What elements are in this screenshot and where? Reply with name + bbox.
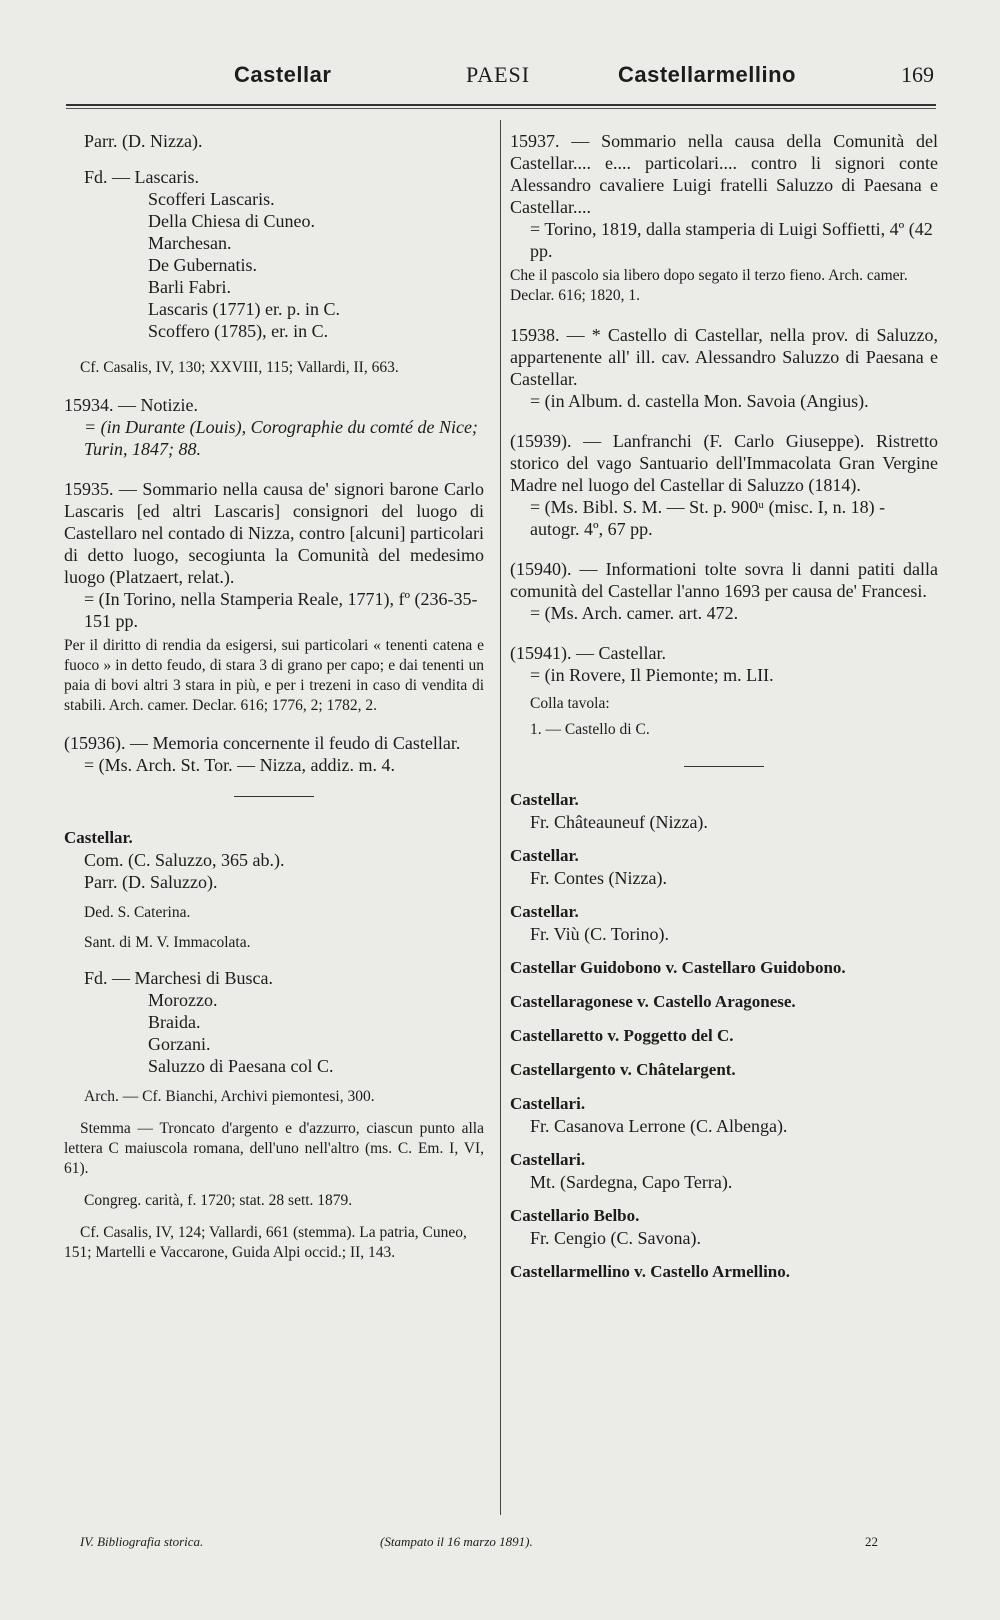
footer-right: 22 [865,1534,878,1549]
list-item [510,991,938,1013]
sant-line: Sant. di M. V. Immacolata. [84,934,251,951]
parr-line: Parr. (D. Saluzzo). [84,872,218,892]
entry-sub: Mt. (Sardegna, Capo Terra). [530,1172,733,1192]
entry-heading: Castellario Belbo. [510,1206,640,1225]
com-line: Com. (C. Saluzzo, 365 ab.). [84,850,285,870]
column-divider [500,120,501,1515]
list-item [510,1059,938,1081]
list-item [510,1205,938,1249]
feudatari-list [64,967,484,1077]
entry-heading: Castellaragonese v. Castello Aragonese. [510,992,796,1011]
entry-heading: Castellaretto v. Poggetto del C. [510,1026,734,1045]
entry-title: 15938. — * Castello di Castellar, nella prov. di Saluzzo, appartenente all' ill. cav. Alessandro Saluzzo di Paesana e Castellar. [510,325,938,389]
entry-title: (15939). — Lanfranchi (F. Carlo Giuseppe). Ristretto storico del vago Santuario dell'Immacolata Gran Vergine Madre nel luogo del Castellar di Saluzzo (1814). [510,431,938,495]
entry-title: 15934. — Notizie. [64,395,198,415]
colla-item: 1. — Castello di C. [530,721,650,738]
list-item [510,1261,938,1283]
entry-title: (15941). — Castellar. [510,643,666,663]
list-item [510,1149,938,1193]
entry-heading: Castellargento v. Châtelargent. [510,1060,736,1079]
fd-line: Braida. [148,1012,201,1032]
colla-tavola: Colla tavola: [530,695,610,712]
entry-sub: Fr. Viù (C. Torino). [530,924,670,944]
stemma-line: Stemma — Troncato d'argento e d'azzurro, ciascun punto alla lettera C maiuscola romana, dell'uno nell'altro (ms. C. Em. I, VI, 61). [64,1120,484,1177]
entry-body: = (in Album. d. castella Mon. Savoia (Angius). [530,391,869,411]
entry-title: (15940). — Informationi tolte sovra li danni patiti dalla comunità del Castellar l'anno 1693 per causa de' Francesi. [510,559,938,601]
arch-line: Arch. — Cf. Bianchi, Archivi piemontesi, 300. [84,1088,375,1105]
list-item [510,901,938,945]
cf-note: Cf. Casalis, IV, 130; XXVIII, 115; Vallardi, II, 663. [80,359,399,376]
header-rule-thin [66,108,936,109]
entry-title: 15935. — Sommario nella causa de' signori barone Carlo Lascaris [ed altri Lascaris] consignori del luogo di Castellaro nel contado di Nizza, contro [alcuni] particolari di detto luogo, secogiunta la Comunità del medesimo luogo (Platzaert, relat.). [64,479,484,587]
list-item [510,1093,938,1137]
entry-body: = Torino, 1819, dalla stamperia di Luigi Soffietti, 4º (42 pp. [530,219,933,261]
entry-note: Che il pascolo sia libero dopo segato il terzo fieno. Arch. camer. Declar. 616; 1820, 1. [510,267,908,304]
fd-line: Scofferi Lascaris. [148,189,275,209]
fd-line: Saluzzo di Paesana col C. [148,1056,334,1076]
fd-line: Fd. — Marchesi di Busca. [84,968,273,988]
footer-left: IV. Bibliografia storica. [80,1534,204,1549]
entry-title: 15937. — Sommario nella causa della Comunità del Castellar.... e.... particolari.... contro li signori conte Alessandro cavaliere Luigi fratelli Saluzzo di Paesana e Castellar.... [510,131,938,217]
entry-heading: Castellari. [510,1094,586,1113]
footer-center: (Stampato il 16 marzo 1891). [380,1534,533,1549]
entry-heading: Castellar. [510,846,579,865]
ded-line: Ded. S. Caterina. [84,904,191,921]
entry-body: = (Ms. Arch. St. Tor. — Nizza, addiz. m. 4. [84,755,396,775]
entry-heading: Castellar. [510,902,579,921]
entry-heading: Castellar. [64,828,133,847]
fd-line: Della Chiesa di Cuneo. [148,211,315,231]
entry-body: = (in Durante (Louis), Corographie du comté de Nice; Turin, 1847; 88. [84,417,478,459]
list-item [510,789,938,833]
entry-body: = (In Torino, nella Stamperia Reale, 1771), fº (236-35-151 pp. [84,589,478,631]
entry-heading: Castellarmellino v. Castello Armellino. [510,1262,790,1281]
section-rule [234,796,314,797]
fd-line: De Gubernatis. [148,255,257,275]
running-header [66,62,934,98]
fd-line: Morozzo. [148,990,218,1010]
list-item [510,957,938,979]
section-rule [684,766,764,767]
cross-ref-list [510,789,938,1283]
parr-line: Parr. (D. Nizza). [84,131,203,151]
cf-note: Cf. Casalis, IV, 124; Vallardi, 661 (stemma). La patria, Cuneo, 151; Martelli e Vaccarone, Guida Alpi occid.; II, 143. [64,1224,467,1261]
entry-body: = (Ms. Arch. camer. art. 472. [530,603,739,623]
list-item [510,1025,938,1047]
header-left: Castellar [234,62,332,87]
fd-line: Fd. — Lascaris. [84,167,199,187]
list-item [510,845,938,889]
fd-line: Barli Fabri. [148,277,231,297]
fd-line: Lascaris (1771) er. p. in C. [148,299,340,319]
entry-heading: Castellar Guidobono v. Castellaro Guidobono. [510,958,846,977]
fd-line: Gorzani. [148,1034,211,1054]
entry-title: (15936). — Memoria concernente il feudo di Castellar. [64,733,461,753]
header-rule [66,104,936,106]
left-column [64,126,484,1263]
feudatari-list [64,166,484,342]
header-right: Castellarmellino [618,62,796,87]
page-number: 169 [901,62,934,87]
entry-heading: Castellar. [510,790,579,809]
entry-body: = (Ms. Bibl. S. M. — St. p. 900ᵘ (misc. I, n. 18) - autogr. 4º, 67 pp. [530,497,886,539]
entry-body: = (in Rovere, Il Piemonte; m. LII. [530,665,774,685]
entry-sub: Fr. Cengio (C. Savona). [530,1228,701,1248]
entry-note: Per il diritto di rendia da esigersi, sui particolari « tenenti catena e fuoco » in detto feudo, di stara 3 di grano per capo; e dai tenenti un paia di bovi altri 3 stara in più, e per i trezeni in caso di vendita di stabili. Arch. camer. Declar. 616; 1776, 2; 1782, 2. [64,637,484,714]
entry-sub: Fr. Casanova Lerrone (C. Albenga). [530,1116,788,1136]
entry-heading: Castellari. [510,1150,586,1169]
header-center: PAESI [466,62,531,87]
entry-sub: Fr. Contes (Nizza). [530,868,667,888]
entry-sub: Fr. Châteauneuf (Nizza). [530,812,708,832]
fd-line: Scoffero (1785), er. in C. [148,321,329,341]
congreg-line: Congreg. carità, f. 1720; stat. 28 sett. 1879. [84,1192,353,1209]
fd-line: Marchesan. [148,233,232,253]
right-column [510,126,938,1295]
